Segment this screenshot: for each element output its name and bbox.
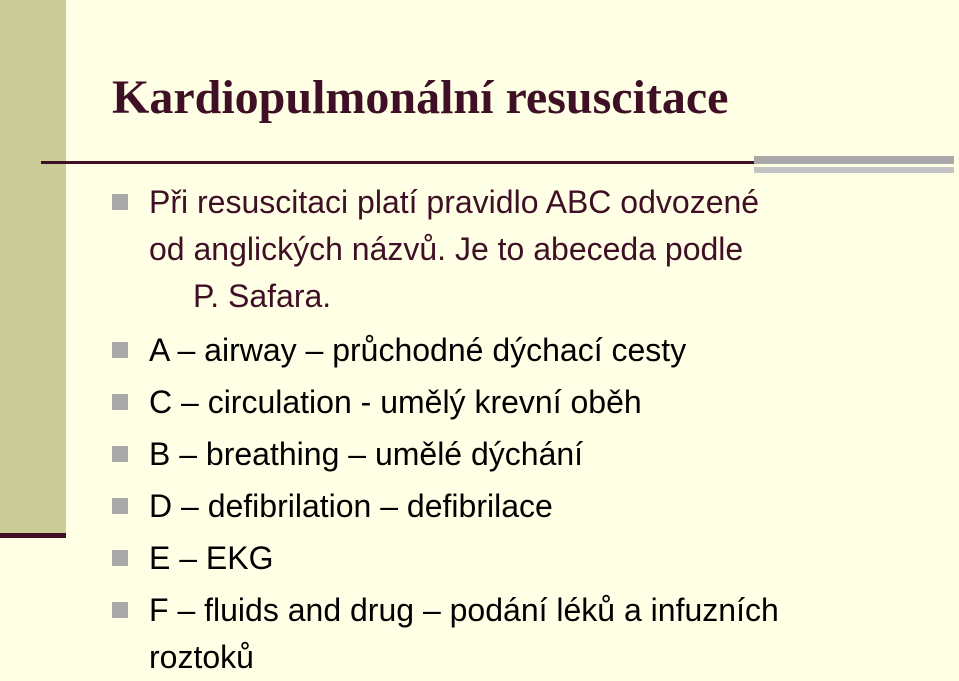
- square-bullet-icon: [112, 498, 128, 514]
- left-decor-band: [0, 0, 66, 535]
- bullet-item-defibrilation: [112, 483, 932, 530]
- left-band-rule: [0, 533, 66, 538]
- bullet-text: B – breathing – umělé dýchání: [149, 436, 584, 472]
- title-underline: [41, 161, 754, 164]
- bullet-text-line-2: roztoků: [149, 639, 254, 675]
- square-bullet-icon: [112, 602, 128, 618]
- square-bullet-icon: [112, 194, 128, 210]
- bullet-item-circulation: [112, 379, 932, 426]
- title-underline-accent: [754, 156, 954, 173]
- bullet-list: [112, 179, 932, 681]
- bullet-item-fluids: [112, 587, 932, 681]
- square-bullet-icon: [112, 394, 128, 410]
- bullet-item-airway: [112, 327, 932, 374]
- bullet-text: D – defibrilation – defibrilace: [149, 488, 553, 524]
- square-bullet-icon: [112, 342, 128, 358]
- bullet-item-ekg: [112, 535, 932, 582]
- intro-line-3: P. Safara.: [193, 278, 332, 314]
- bullet-text: C – circulation - umělý krevní oběh: [149, 384, 642, 420]
- bullet-text: E – EKG: [149, 540, 274, 576]
- square-bullet-icon: [112, 550, 128, 566]
- bullet-text: A – airway – průchodné dýchací cesty: [149, 332, 687, 368]
- bullet-item-breathing: [112, 431, 932, 478]
- intro-line-2: od anglických názvů. Je to abeceda podle: [149, 231, 744, 267]
- slide-title: Kardiopulmonální resuscitace: [112, 71, 729, 124]
- intro-line-1: Při resuscitaci platí pravidlo ABC odvozené: [149, 184, 760, 220]
- square-bullet-icon: [112, 446, 128, 462]
- bullet-text-line-1: F – fluids and drug – podání léků a infuzních: [149, 592, 779, 628]
- bullet-item-intro: [112, 179, 932, 320]
